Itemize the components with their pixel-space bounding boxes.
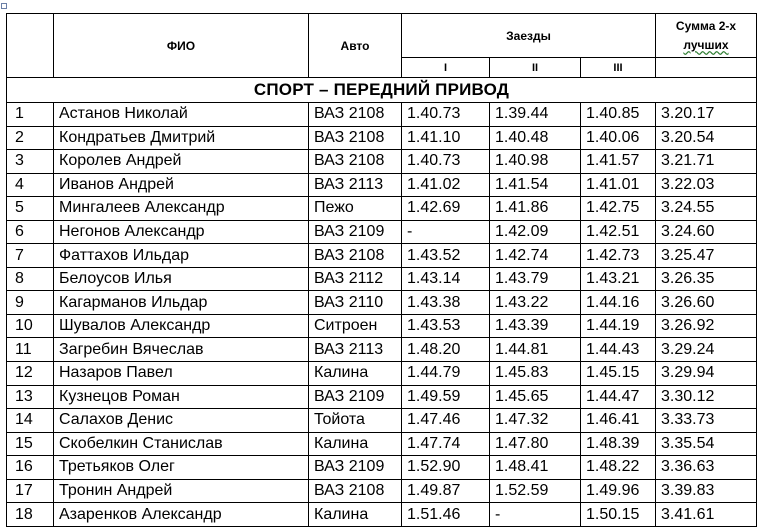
cell-race-1: 1.40.73 [402, 150, 490, 174]
table-row [7, 385, 757, 409]
cell-fio: Белоусов Илья [54, 267, 309, 291]
cell-race-3: 1.44.47 [581, 385, 656, 409]
cell-auto: ВАЗ 2112 [309, 267, 402, 291]
cell-race-3: 1.46.41 [581, 409, 656, 433]
table-row [7, 362, 757, 386]
cell-race-3: 1.43.21 [581, 267, 656, 291]
cell-sum: 3.29.94 [656, 362, 757, 386]
cell-num: 13 [7, 385, 54, 409]
cell-sum: 3.29.24 [656, 338, 757, 362]
cell-fio: Азаренков Александр [54, 503, 309, 527]
cell-num: 8 [7, 267, 54, 291]
header-sum-sub [656, 58, 757, 78]
cell-fio: Тронин Андрей [54, 479, 309, 503]
cell-fio: Мингалеев Александр [54, 197, 309, 221]
cell-fio: Шувалов Александр [54, 314, 309, 338]
cell-fio: Кузнецов Роман [54, 385, 309, 409]
header-sum [656, 14, 757, 58]
results-table [6, 13, 757, 527]
header-race-1: I [402, 58, 490, 78]
cell-fio: Назаров Павел [54, 362, 309, 386]
table-row [7, 432, 757, 456]
cell-race-3: 1.44.16 [581, 291, 656, 315]
cell-race-2: 1.45.65 [490, 385, 581, 409]
cell-sum: 3.36.63 [656, 456, 757, 480]
cell-sum: 3.30.12 [656, 385, 757, 409]
table-row [7, 479, 757, 503]
cell-auto: ВАЗ 2113 [309, 338, 402, 362]
cell-sum: 3.22.03 [656, 173, 757, 197]
cell-sum: 3.33.73 [656, 409, 757, 433]
cell-fio: Кондратьев Дмитрий [54, 126, 309, 150]
table-row [7, 456, 757, 480]
cell-fio: Скобелкин Станислав [54, 432, 309, 456]
cell-auto: ВАЗ 2108 [309, 150, 402, 174]
cell-num: 11 [7, 338, 54, 362]
cell-sum: 3.39.83 [656, 479, 757, 503]
table-move-handle-icon[interactable] [1, 3, 7, 9]
cell-auto: ВАЗ 2109 [309, 220, 402, 244]
cell-race-2: 1.42.74 [490, 244, 581, 268]
cell-num: 5 [7, 197, 54, 221]
cell-sum: 3.20.17 [656, 103, 757, 127]
cell-race-3: 1.48.39 [581, 432, 656, 456]
cell-num: 7 [7, 244, 54, 268]
cell-race-3: 1.50.15 [581, 503, 656, 527]
section-title: СПОРТ – ПЕРЕДНИЙ ПРИВОД [7, 78, 757, 103]
cell-race-2: 1.41.86 [490, 197, 581, 221]
header-auto: Авто [309, 14, 402, 78]
cell-race-1: 1.41.02 [402, 173, 490, 197]
cell-sum: 3.26.35 [656, 267, 757, 291]
cell-race-2: 1.47.32 [490, 409, 581, 433]
cell-race-1: 1.47.74 [402, 432, 490, 456]
cell-auto: ВАЗ 2110 [309, 291, 402, 315]
cell-auto: ВАЗ 2113 [309, 173, 402, 197]
table-row [7, 197, 757, 221]
cell-auto: ВАЗ 2109 [309, 456, 402, 480]
cell-sum: 3.24.55 [656, 197, 757, 221]
cell-auto: Ситроен [309, 314, 402, 338]
cell-num: 12 [7, 362, 54, 386]
header-sum-line2: лучших [683, 37, 729, 52]
cell-sum: 3.26.92 [656, 314, 757, 338]
cell-fio: Фаттахов Ильдар [54, 244, 309, 268]
cell-race-3: 1.48.22 [581, 456, 656, 480]
cell-num: 3 [7, 150, 54, 174]
cell-race-2: 1.39.44 [490, 103, 581, 127]
cell-race-1: - [402, 220, 490, 244]
cell-fio: Негонов Александр [54, 220, 309, 244]
cell-auto: ВАЗ 2108 [309, 244, 402, 268]
cell-race-2: 1.42.09 [490, 220, 581, 244]
table-row [7, 409, 757, 433]
cell-race-1: 1.41.10 [402, 126, 490, 150]
cell-race-3: 1.40.85 [581, 103, 656, 127]
cell-num: 2 [7, 126, 54, 150]
table-row [7, 314, 757, 338]
cell-auto: Калина [309, 503, 402, 527]
cell-num: 18 [7, 503, 54, 527]
table-row [7, 291, 757, 315]
header-sum-line1: Сумма 2-х [675, 18, 737, 33]
cell-race-1: 1.40.73 [402, 103, 490, 127]
cell-race-1: 1.42.69 [402, 197, 490, 221]
cell-auto: Тойота [309, 409, 402, 433]
cell-race-3: 1.44.19 [581, 314, 656, 338]
cell-race-2: - [490, 503, 581, 527]
cell-num: 15 [7, 432, 54, 456]
cell-race-1: 1.51.46 [402, 503, 490, 527]
cell-race-1: 1.43.38 [402, 291, 490, 315]
table-row [7, 244, 757, 268]
cell-race-2: 1.52.59 [490, 479, 581, 503]
table-row [7, 173, 757, 197]
cell-race-2: 1.43.39 [490, 314, 581, 338]
cell-num: 4 [7, 173, 54, 197]
cell-race-3: 1.49.96 [581, 479, 656, 503]
cell-sum: 3.21.71 [656, 150, 757, 174]
cell-fio: Салахов Денис [54, 409, 309, 433]
header-race-2: II [490, 58, 581, 78]
cell-race-1: 1.44.79 [402, 362, 490, 386]
cell-race-3: 1.40.06 [581, 126, 656, 150]
cell-race-2: 1.45.83 [490, 362, 581, 386]
cell-num: 9 [7, 291, 54, 315]
cell-fio: Загребин Вячеслав [54, 338, 309, 362]
cell-sum: 3.41.61 [656, 503, 757, 527]
cell-race-2: 1.47.80 [490, 432, 581, 456]
cell-race-3: 1.45.15 [581, 362, 656, 386]
header-fio: ФИО [54, 14, 309, 78]
cell-fio: Королев Андрей [54, 150, 309, 174]
cell-race-1: 1.47.46 [402, 409, 490, 433]
cell-fio: Кагарманов Ильдар [54, 291, 309, 315]
cell-race-1: 1.49.59 [402, 385, 490, 409]
cell-race-2: 1.43.22 [490, 291, 581, 315]
table-row [7, 503, 757, 527]
table-row [7, 267, 757, 291]
cell-race-1: 1.49.87 [402, 479, 490, 503]
cell-auto: ВАЗ 2109 [309, 385, 402, 409]
table-row [7, 126, 757, 150]
cell-auto: Калина [309, 362, 402, 386]
cell-race-2: 1.43.79 [490, 267, 581, 291]
cell-auto: Калина [309, 432, 402, 456]
cell-num: 1 [7, 103, 54, 127]
cell-race-3: 1.42.51 [581, 220, 656, 244]
cell-auto: Пежо [309, 197, 402, 221]
cell-race-1: 1.43.53 [402, 314, 490, 338]
header-races: Заезды [402, 14, 656, 58]
cell-race-1: 1.43.52 [402, 244, 490, 268]
cell-race-3: 1.41.57 [581, 150, 656, 174]
cell-race-2: 1.40.48 [490, 126, 581, 150]
cell-race-1: 1.52.90 [402, 456, 490, 480]
cell-sum: 3.35.54 [656, 432, 757, 456]
header-race-3: III [581, 58, 656, 78]
header-num [7, 14, 54, 78]
table-row [7, 103, 757, 127]
cell-auto: ВАЗ 2108 [309, 126, 402, 150]
cell-race-2: 1.41.54 [490, 173, 581, 197]
cell-race-1: 1.48.20 [402, 338, 490, 362]
cell-fio: Иванов Андрей [54, 173, 309, 197]
cell-num: 16 [7, 456, 54, 480]
cell-race-3: 1.44.43 [581, 338, 656, 362]
cell-num: 17 [7, 479, 54, 503]
cell-auto: ВАЗ 2108 [309, 103, 402, 127]
cell-sum: 3.26.60 [656, 291, 757, 315]
cell-num: 14 [7, 409, 54, 433]
cell-race-3: 1.42.75 [581, 197, 656, 221]
cell-auto: ВАЗ 2108 [309, 479, 402, 503]
cell-num: 10 [7, 314, 54, 338]
cell-fio: Третьяков Олег [54, 456, 309, 480]
table-row [7, 150, 757, 174]
table-row [7, 220, 757, 244]
cell-num: 6 [7, 220, 54, 244]
cell-race-2: 1.44.81 [490, 338, 581, 362]
cell-race-1: 1.43.14 [402, 267, 490, 291]
cell-race-2: 1.40.98 [490, 150, 581, 174]
cell-race-3: 1.42.73 [581, 244, 656, 268]
cell-race-3: 1.41.01 [581, 173, 656, 197]
cell-sum: 3.25.47 [656, 244, 757, 268]
cell-sum: 3.20.54 [656, 126, 757, 150]
cell-sum: 3.24.60 [656, 220, 757, 244]
table-row [7, 338, 757, 362]
cell-race-2: 1.48.41 [490, 456, 581, 480]
cell-fio: Астанов Николай [54, 103, 309, 127]
